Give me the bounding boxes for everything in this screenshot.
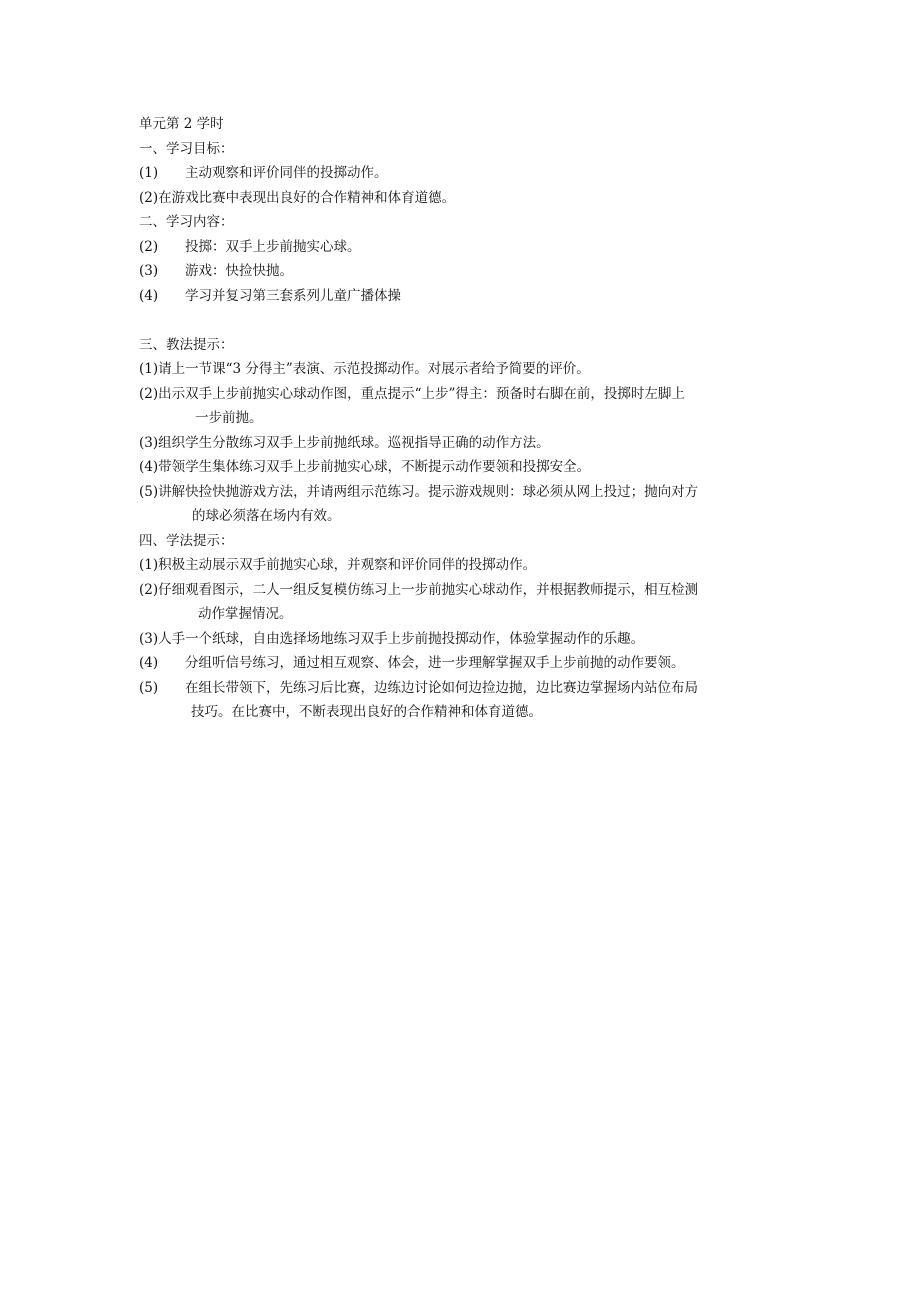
item-text: 在游戏比赛中表现出良好的合作精神和体育道德。 [158,189,456,206]
list-item [139,161,789,186]
list-item [139,676,789,701]
list-item [139,480,789,505]
item-number: (1) [139,557,159,573]
item-continuation: 一步前抛。 [195,410,263,426]
section-heading-content: 二、学习内容： [139,214,234,230]
item-text: 带领学生集体练习双手上步前抛实心球，不断提示动作要领和投掷安全。 [158,459,591,475]
list-item [139,455,789,480]
item-text: 出示双手上步前抛实心球动作图，重点提示“上步”得主：预备时右脚在前，投掷时左脚上 [158,385,685,402]
item-continuation: 的球必须落在场内有效。 [192,508,341,524]
blank-line [139,308,789,333]
list-item [139,357,789,382]
document-page [139,112,789,725]
item-text: 讲解快捡快抛游戏方法，并请两组示范练习。提示游戏规则：球必须从网上投过；抛向对方 [158,483,699,500]
document-title: 单元第 2 学时 [139,116,224,132]
item-text: 投掷：双手上步前抛实心球。 [185,238,361,255]
list-item [139,627,789,652]
item-number: (2) [139,238,159,255]
list-item [139,431,789,456]
item-text: 请上一节课“3 分得主”表演、示范投掷动作。对展示者给予简要的评价。 [158,361,590,377]
item-number: (4) [139,655,159,671]
item-number: (3) [139,630,159,647]
item-number: (3) [139,263,159,279]
item-number: (1) [139,361,159,377]
section-heading-goals: 一、学习目标： [139,140,234,157]
item-text: 仔细观看图示，二人一组反复模仿练习上一步前抛实心球动作，并根据教师提示，相互检测 [158,581,699,598]
list-item [139,382,789,407]
item-text: 在组长带领下，先练习后比赛，边练边讨论如何边捡边抛，边比赛边掌握场内站位布局 [185,679,698,696]
item-number: (4) [139,287,159,304]
item-number: (3) [139,434,159,451]
item-number: (2) [139,189,159,206]
list-item [139,284,789,309]
item-text: 积极主动展示双手前抛实心球，并观察和评价同伴的投掷动作。 [158,557,537,573]
item-continuation: 技巧。在比赛中，不断表现出良好的合作精神和体育道德。 [191,704,542,720]
item-text: 主动观察和评价同伴的投掷动作。 [185,165,388,181]
list-item [139,235,789,260]
item-text: 游戏：快捡快抛。 [185,263,293,279]
list-item [139,553,789,578]
item-number: (5) [139,679,159,696]
item-number: (4) [139,459,159,475]
list-item [139,651,789,676]
list-item [139,186,789,211]
item-text: 组织学生分散练习双手上步前抛纸球。巡视指导正确的动作方法。 [158,434,550,451]
item-number: (2) [139,581,159,598]
section-heading-learning: 四、学法提示： [139,532,234,549]
list-item [139,259,789,284]
item-text: 学习并复习第三套系列儿童广播体操 [185,287,401,304]
item-text: 分组听信号练习，通过相互观察、体会，进一步理解掌握双手上步前抛的动作要领。 [185,655,685,671]
item-text: 人手一个纸球，自由选择场地练习双手上步前抛投掷动作，体验掌握动作的乐趣。 [158,630,645,647]
item-number: (1) [139,165,159,181]
item-number: (2) [139,385,159,402]
section-heading-teaching: 三、教法提示： [139,336,234,353]
list-item [139,578,789,603]
item-continuation: 动作掌握情况。 [198,606,293,622]
item-number: (5) [139,483,159,500]
